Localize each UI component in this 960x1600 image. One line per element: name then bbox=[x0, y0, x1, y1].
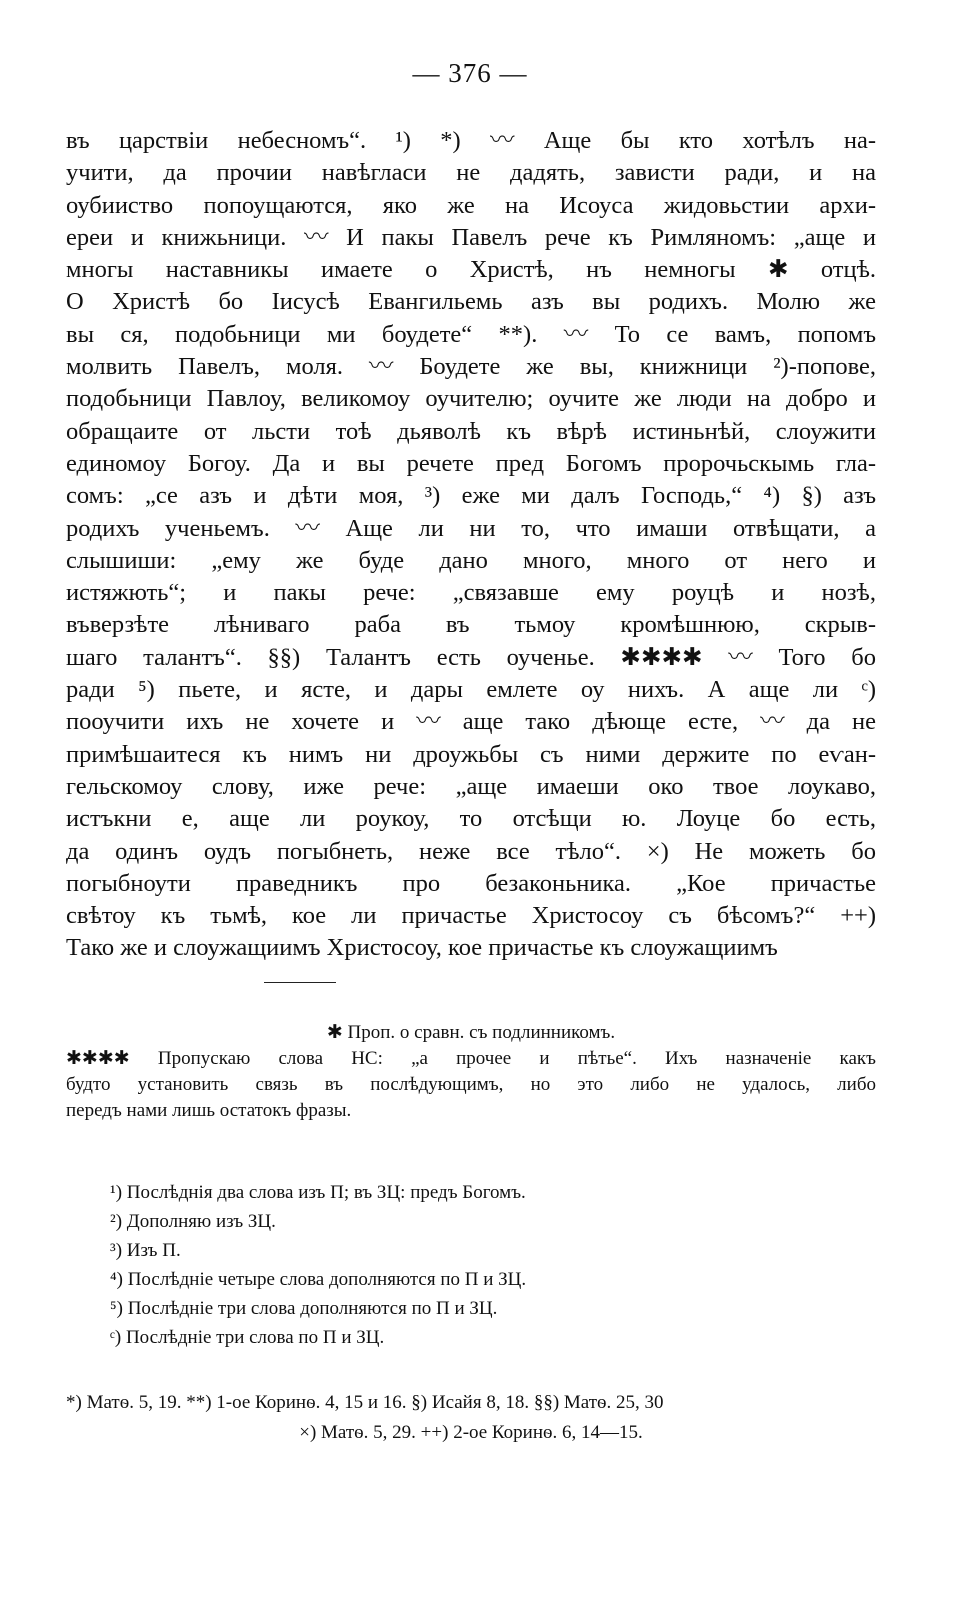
text-line: вы ся, подобьници ми боудете“ **). 〰 То се вамъ, попомъ bbox=[66, 320, 876, 348]
text-line: учити, да прочии навѣгласи не дадять, зависти ради, и на bbox=[66, 159, 876, 187]
reference-line: *) Матѳ. 5, 19. **) 1-ое Коринѳ. 4, 15 и 16. §) Исайя 8, 18. §§) Матѳ. 25, 30 bbox=[66, 1392, 664, 1413]
page-number: — 376 — bbox=[412, 58, 528, 88]
text-line: молвить Павелъ, моля. 〰 Боудете же вы, книжници ²)-попове, bbox=[66, 353, 876, 381]
text-line: О Христѣ бо Іисусѣ Евангильемь азъ вы родихъ. Молю же bbox=[66, 288, 876, 316]
text-line: шаго талантъ“. §§) Талантъ есть оученье. ✱✱✱✱ 〰 Того бо bbox=[66, 643, 876, 671]
editor-note-line: будто установить связь въ послѣдующимъ, но это либо не удалось, либо bbox=[66, 1074, 876, 1095]
text-line: Тако же и слоужащиимъ Христосоу, кое причастье къ слоужащиимъ bbox=[66, 934, 778, 962]
text-line: обращаите от льсти тоѣ дьяволѣ къ вѣрѣ истиньнѣй, слоужити bbox=[66, 417, 876, 445]
text-line: въверзѣте лѣниваго раба въ тьмоу кромѣшнюю, скрыв- bbox=[66, 611, 876, 639]
text-line: единомоу Богоу. Да и вы речете пред Богомъ пророчьскымь гла- bbox=[66, 449, 876, 477]
variant-footnote: ³) Изъ П. bbox=[110, 1240, 181, 1261]
text-line: ереи и книжьници. 〰 И пакы Павелъ рече къ Римляномъ: „аще и bbox=[66, 223, 876, 251]
text-line: многы наставникы имаете о Христѣ, нъ немногы ✱ отцѣ. bbox=[66, 256, 876, 284]
variant-footnote: ᶜ) Послѣдніе три слова по П и ЗЦ. bbox=[110, 1327, 385, 1348]
reference-line: ×) Матѳ. 5, 29. ++) 2-ое Коринѳ. 6, 14—15. bbox=[299, 1422, 643, 1443]
text-line: истъкни е, аще ли роукоу, то отсѣщи ю. Лоуце бо есть, bbox=[66, 805, 876, 833]
text-line: погыбноути праведникъ про безаконьника. „Кое причастье bbox=[66, 869, 876, 897]
variant-footnote: ¹) Послѣднія два слова изъ П; въ ЗЦ: предъ Богомъ. bbox=[110, 1182, 526, 1203]
text-line: слышиши: „ему же буде дано много, много от него и bbox=[66, 546, 876, 574]
text-line: оубииство попоущаются, яко же на Исоуса жидовьстии архи- bbox=[66, 191, 876, 219]
editor-note-line: передъ нами лишь остатокъ фразы. bbox=[66, 1100, 352, 1121]
footnote-divider bbox=[264, 982, 336, 983]
text-line: родихъ ученьемъ. 〰 Аще ли ни то, что имаши отвѣщати, а bbox=[66, 514, 876, 542]
text-line: въ царствіи небесномъ“. ¹) *) 〰 Аще бы кто хотѣлъ на- bbox=[66, 127, 876, 154]
editor-note-line: ✱✱✱✱ Пропускаю слова НС: „а прочее и пѣтье“. Ихъ назначеніе какъ bbox=[66, 1048, 876, 1069]
text-line: подобьници Павлоу, великомоу оучителю; оучите же люди на добро и bbox=[66, 385, 876, 413]
text-line: примѣшаитеся къ нимъ ни дроужьбы съ ними держите по еѵан- bbox=[66, 740, 876, 768]
variant-footnote: ⁵) Послѣдніе три слова дополняются по П и ЗЦ. bbox=[110, 1298, 498, 1319]
text-line: да одинъ оудъ погыбнеть, неже все тѣло“. ×) Не можеть бо bbox=[66, 837, 876, 865]
variant-footnote: ²) Дополняю изъ ЗЦ. bbox=[110, 1211, 276, 1232]
text-line: пооучити ихъ не хочете и 〰 аще тако дѣюще есте, 〰 да не bbox=[66, 708, 876, 736]
main-text bbox=[66, 125, 876, 965]
text-line: ради ⁵) пьете, и ясте, и дары емлете оу нихъ. А аще ли ᶜ) bbox=[66, 676, 876, 704]
text-line: сомъ: „се азъ и дѣти моя, ³) еже ми далъ Господь,“ ⁴) §) азъ bbox=[66, 482, 876, 510]
variant-footnotes bbox=[110, 1178, 810, 1352]
text-line: гельскомоу слову, иже рече: „аще имаеши око твое лоукаво, bbox=[66, 772, 876, 800]
scripture-references bbox=[66, 1388, 876, 1448]
editor-notes bbox=[66, 1020, 876, 1124]
text-line: истяжють“; и пакы рече: „связавше ему роуцѣ и нозѣ, bbox=[66, 579, 876, 607]
text-line: свѣтоу къ тьмѣ, кое ли причастье Христосоу съ бѣсомъ?“ ++) bbox=[66, 902, 876, 930]
variant-footnote: ⁴) Послѣдніе четыре слова дополняются по П и ЗЦ. bbox=[110, 1269, 527, 1290]
editor-note-omission: ✱ Проп. о сравн. съ подлинникомъ. bbox=[326, 1022, 616, 1043]
